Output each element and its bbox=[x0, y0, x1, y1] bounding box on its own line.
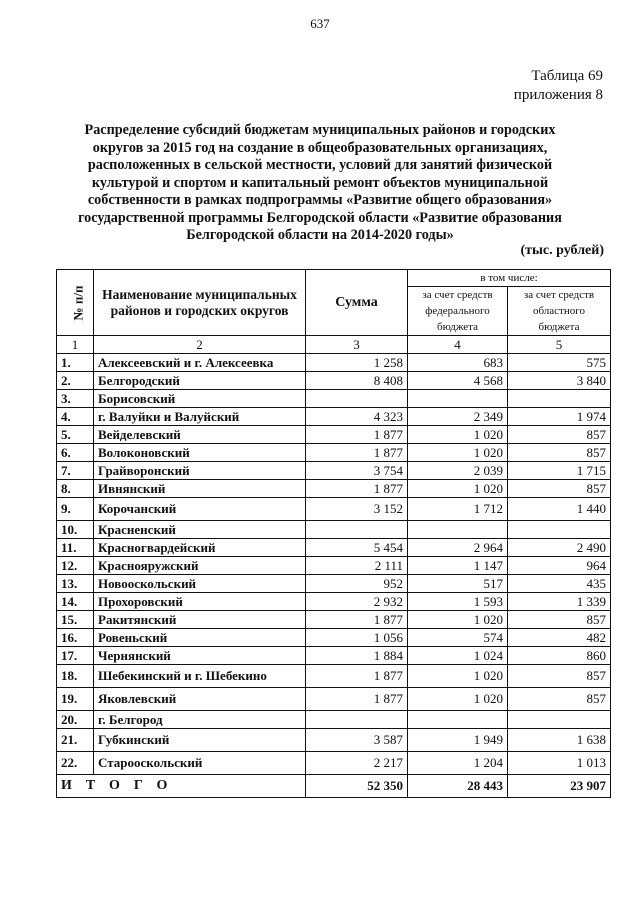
regional-value bbox=[508, 390, 611, 408]
sum-value: 2 217 bbox=[306, 752, 408, 775]
table-row bbox=[57, 539, 611, 557]
table-row bbox=[57, 521, 611, 539]
district-name: Губкинский bbox=[94, 729, 306, 752]
table-row bbox=[57, 593, 611, 611]
row-number: 1. bbox=[57, 354, 94, 372]
federal-value: 1 593 bbox=[408, 593, 508, 611]
regional-value: 482 bbox=[508, 629, 611, 647]
header-name: Наименование муниципальных районов и городских округов bbox=[94, 270, 306, 336]
federal-value: 1 020 bbox=[408, 611, 508, 629]
federal-value: 1 020 bbox=[408, 426, 508, 444]
federal-value: 1 204 bbox=[408, 752, 508, 775]
column-index: 5 bbox=[508, 336, 611, 354]
sum-value: 952 bbox=[306, 575, 408, 593]
header-federal: за счет средств федерального бюджета bbox=[408, 287, 508, 336]
regional-value bbox=[508, 521, 611, 539]
sum-value: 1 877 bbox=[306, 444, 408, 462]
row-number: 17. bbox=[57, 647, 94, 665]
document-title: Распределение субсидий бюджетам муниципальных районов и городских округов за 2015 год на создание в общеобразовательных организациях, расположенных в сельской местности, условий для занятий физической культурой и спортом и капитальный ремонт объектов муниципальной собственности в рамках подпрограммы «Развитие общего образования» государственной программы Белгородской области «Развитие образования Белгородской области на 2014-2020 годы» bbox=[78, 122, 562, 243]
district-name: Ровеньский bbox=[94, 629, 306, 647]
sum-value: 8 408 bbox=[306, 372, 408, 390]
row-number: 20. bbox=[57, 711, 94, 729]
sum-value: 1 877 bbox=[306, 480, 408, 498]
unit-label: (тыс. рублей) bbox=[520, 243, 604, 258]
federal-value: 517 bbox=[408, 575, 508, 593]
federal-value: 1 949 bbox=[408, 729, 508, 752]
sum-value: 3 754 bbox=[306, 462, 408, 480]
district-name: Борисовский bbox=[94, 390, 306, 408]
row-number: 7. bbox=[57, 462, 94, 480]
total-regional: 23 907 bbox=[508, 775, 611, 798]
district-name: Яковлевский bbox=[94, 688, 306, 711]
table-ref-line1: Таблица 69 bbox=[531, 68, 603, 84]
regional-value: 1 715 bbox=[508, 462, 611, 480]
row-number: 19. bbox=[57, 688, 94, 711]
sum-value: 2 111 bbox=[306, 557, 408, 575]
district-name: Прохоровский bbox=[94, 593, 306, 611]
table-row bbox=[57, 444, 611, 462]
sum-value: 1 884 bbox=[306, 647, 408, 665]
district-name: Ивнянский bbox=[94, 480, 306, 498]
sum-value bbox=[306, 390, 408, 408]
row-number: 11. bbox=[57, 539, 94, 557]
district-name: Вейделевский bbox=[94, 426, 306, 444]
row-number: 8. bbox=[57, 480, 94, 498]
regional-value: 857 bbox=[508, 665, 611, 688]
table-row bbox=[57, 711, 611, 729]
total-label: ИТОГО bbox=[57, 775, 306, 798]
federal-value: 1 020 bbox=[408, 480, 508, 498]
district-name: Чернянский bbox=[94, 647, 306, 665]
table-row bbox=[57, 498, 611, 521]
header-regional: за счет средств областного бюджета bbox=[508, 287, 611, 336]
table-body bbox=[57, 354, 611, 775]
federal-value: 1 147 bbox=[408, 557, 508, 575]
regional-value: 857 bbox=[508, 688, 611, 711]
regional-value: 964 bbox=[508, 557, 611, 575]
sum-value: 1 056 bbox=[306, 629, 408, 647]
federal-value: 4 568 bbox=[408, 372, 508, 390]
sum-value: 2 932 bbox=[306, 593, 408, 611]
table-row bbox=[57, 354, 611, 372]
row-number: 22. bbox=[57, 752, 94, 775]
district-name: Новооскольский bbox=[94, 575, 306, 593]
column-index: 4 bbox=[408, 336, 508, 354]
regional-value: 575 bbox=[508, 354, 611, 372]
row-number: 18. bbox=[57, 665, 94, 688]
row-number: 6. bbox=[57, 444, 94, 462]
table-row bbox=[57, 665, 611, 688]
row-number: 3. bbox=[57, 390, 94, 408]
row-number: 21. bbox=[57, 729, 94, 752]
regional-value bbox=[508, 711, 611, 729]
district-name: Красногвардейский bbox=[94, 539, 306, 557]
district-name: Волоконовский bbox=[94, 444, 306, 462]
table-row bbox=[57, 688, 611, 711]
table-ref-line2: приложения 8 bbox=[513, 87, 603, 103]
sum-value: 4 323 bbox=[306, 408, 408, 426]
table-row bbox=[57, 390, 611, 408]
header-including: в том числе: bbox=[408, 270, 611, 287]
federal-value: 1 020 bbox=[408, 444, 508, 462]
regional-value: 1 638 bbox=[508, 729, 611, 752]
federal-value bbox=[408, 521, 508, 539]
regional-value: 1 440 bbox=[508, 498, 611, 521]
table-row bbox=[57, 480, 611, 498]
row-number: 5. bbox=[57, 426, 94, 444]
district-name: Ракитянский bbox=[94, 611, 306, 629]
federal-value: 1 020 bbox=[408, 688, 508, 711]
sum-value: 3 587 bbox=[306, 729, 408, 752]
row-number: 4. bbox=[57, 408, 94, 426]
district-name: г. Валуйки и Валуйский bbox=[94, 408, 306, 426]
page-number: 637 bbox=[310, 16, 330, 31]
table-row bbox=[57, 426, 611, 444]
subsidy-table bbox=[56, 269, 611, 798]
district-name: Грайворонский bbox=[94, 462, 306, 480]
district-name: Корочанский bbox=[94, 498, 306, 521]
federal-value: 2 039 bbox=[408, 462, 508, 480]
column-index: 2 bbox=[94, 336, 306, 354]
regional-value: 2 490 bbox=[508, 539, 611, 557]
sum-value: 3 152 bbox=[306, 498, 408, 521]
federal-value: 574 bbox=[408, 629, 508, 647]
district-name: Алексеевский и г. Алексеевка bbox=[94, 354, 306, 372]
table-row bbox=[57, 611, 611, 629]
regional-value: 857 bbox=[508, 611, 611, 629]
row-number: 16. bbox=[57, 629, 94, 647]
table-row bbox=[57, 408, 611, 426]
total-sum: 52 350 bbox=[306, 775, 408, 798]
header-number bbox=[57, 270, 94, 336]
row-number: 12. bbox=[57, 557, 94, 575]
regional-value: 1 339 bbox=[508, 593, 611, 611]
federal-value: 2 349 bbox=[408, 408, 508, 426]
regional-value: 3 840 bbox=[508, 372, 611, 390]
regional-value: 857 bbox=[508, 426, 611, 444]
regional-value: 435 bbox=[508, 575, 611, 593]
row-number: 9. bbox=[57, 498, 94, 521]
federal-value bbox=[408, 711, 508, 729]
row-number: 13. bbox=[57, 575, 94, 593]
column-index: 1 bbox=[57, 336, 94, 354]
header-sum: Сумма bbox=[306, 270, 408, 336]
federal-value: 683 bbox=[408, 354, 508, 372]
district-name: Краснояружский bbox=[94, 557, 306, 575]
district-name: Старооскольский bbox=[94, 752, 306, 775]
column-index: 3 bbox=[306, 336, 408, 354]
row-number: 10. bbox=[57, 521, 94, 539]
regional-value: 1 974 bbox=[508, 408, 611, 426]
sum-value: 1 877 bbox=[306, 611, 408, 629]
sum-value bbox=[306, 711, 408, 729]
total-row bbox=[57, 775, 611, 798]
sum-value bbox=[306, 521, 408, 539]
regional-value: 1 013 bbox=[508, 752, 611, 775]
district-name: Шебекинский и г. Шебекино bbox=[94, 665, 306, 688]
table-row bbox=[57, 729, 611, 752]
row-number: 2. bbox=[57, 372, 94, 390]
sum-value: 1 877 bbox=[306, 426, 408, 444]
regional-value: 860 bbox=[508, 647, 611, 665]
table-row bbox=[57, 462, 611, 480]
district-name: Белгородский bbox=[94, 372, 306, 390]
federal-value: 1 712 bbox=[408, 498, 508, 521]
table-row bbox=[57, 752, 611, 775]
table-row bbox=[57, 372, 611, 390]
sum-value: 1 877 bbox=[306, 688, 408, 711]
sum-value: 5 454 bbox=[306, 539, 408, 557]
sum-value: 1 258 bbox=[306, 354, 408, 372]
column-index-row bbox=[57, 336, 611, 354]
total-federal: 28 443 bbox=[408, 775, 508, 798]
federal-value: 2 964 bbox=[408, 539, 508, 557]
table-row bbox=[57, 557, 611, 575]
row-number: 15. bbox=[57, 611, 94, 629]
row-number: 14. bbox=[57, 593, 94, 611]
header-number-label: № п/п bbox=[70, 285, 86, 320]
table-row bbox=[57, 575, 611, 593]
district-name: Красненский bbox=[94, 521, 306, 539]
district-name: г. Белгород bbox=[94, 711, 306, 729]
table-row bbox=[57, 647, 611, 665]
regional-value: 857 bbox=[508, 480, 611, 498]
federal-value bbox=[408, 390, 508, 408]
table-reference bbox=[514, 67, 603, 105]
federal-value: 1 020 bbox=[408, 665, 508, 688]
federal-value: 1 024 bbox=[408, 647, 508, 665]
table-row bbox=[57, 629, 611, 647]
regional-value: 857 bbox=[508, 444, 611, 462]
sum-value: 1 877 bbox=[306, 665, 408, 688]
